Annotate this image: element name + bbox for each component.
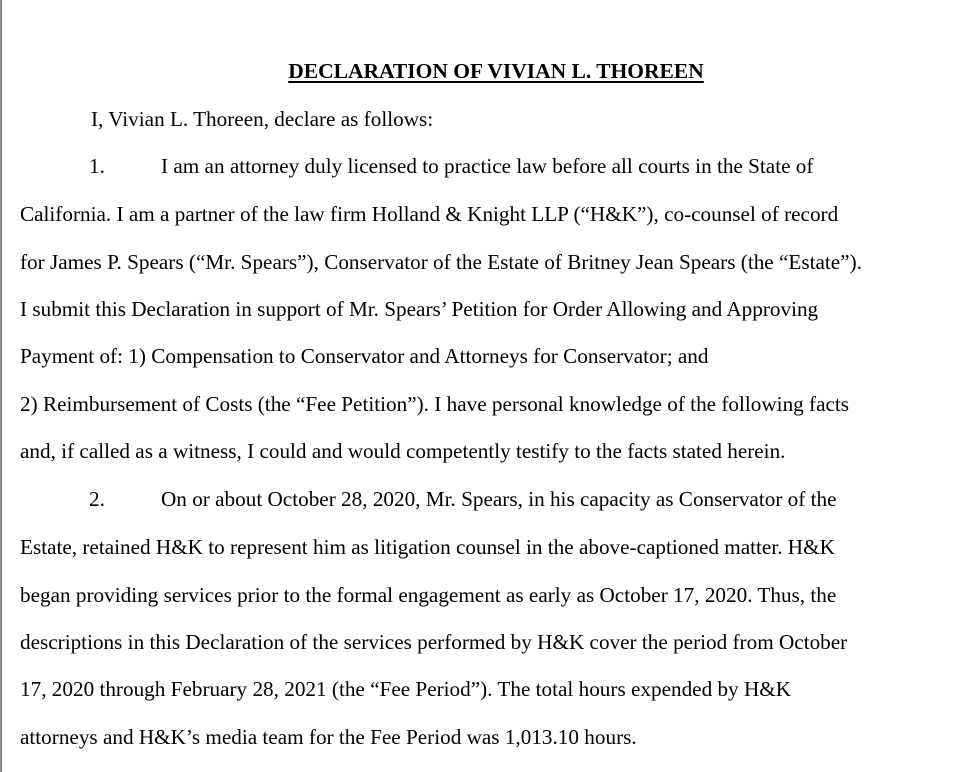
document-title: DECLARATION OF VIVIAN L. THOREEN [288,59,704,83]
paragraph-1-line-2: California. I am a partner of the law firm Holland & Knight LLP (“H&K”), co-counsel of record [20,202,839,226]
document-page [2,0,980,772]
paragraph-1-number: 1. [89,154,105,178]
paragraph-1-line-4: I submit this Declaration in support of Mr. Spears’ Petition for Order Allowing and Approving [20,297,819,321]
paragraph-1-line-6: 2) Reimbursement of Costs (the “Fee Petition”). I have personal knowledge of the following facts [20,392,850,416]
paragraph-2-line-5: 17, 2020 through February 28, 2021 (the “Fee Period”). The total hours expended by H&K [20,677,792,701]
intro-line: I, Vivian L. Thoreen, declare as follows: [91,107,434,131]
paragraph-1-line-3: for James P. Spears (“Mr. Spears”), Conservator of the Estate of Britney Jean Spears (the “Estate”). [20,250,862,274]
paragraph-2-line-3: began providing services prior to the formal engagement as early as October 17, 2020. Thus, the [20,583,837,607]
paragraph-1-line-7: and, if called as a witness, I could and would competently testify to the facts stated herein. [20,439,786,463]
paragraph-2-line-2: Estate, retained H&K to represent him as litigation counsel in the above-captioned matter. H&K [20,535,835,559]
paragraph-2-number: 2. [89,487,105,511]
paragraph-2-line-1: On or about October 28, 2020, Mr. Spears, in his capacity as Conservator of the [161,487,837,511]
paragraph-1-line-5: Payment of: 1) Compensation to Conservator and Attorneys for Conservator; and [20,344,709,368]
paragraph-2-line-6: attorneys and H&K’s media team for the Fee Period was 1,013.10 hours. [20,725,637,749]
paragraph-1-line-1: I am an attorney duly licensed to practice law before all courts in the State of [161,154,814,178]
paragraph-2-line-4: descriptions in this Declaration of the services performed by H&K cover the period from October [20,630,848,654]
